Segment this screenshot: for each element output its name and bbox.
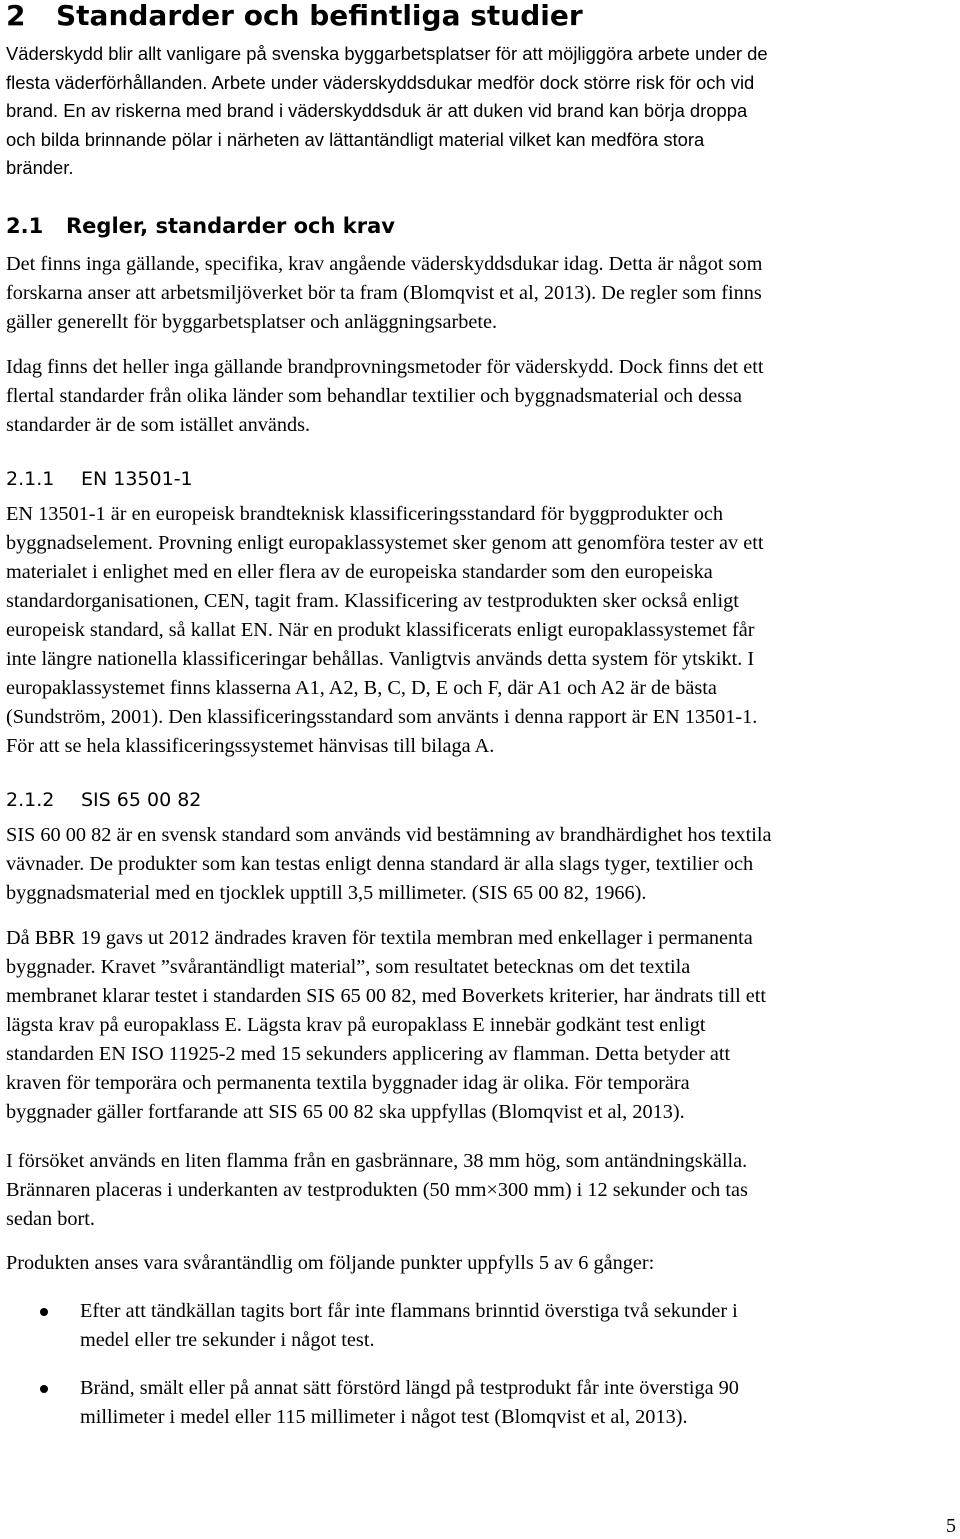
list-item (6, 1297, 956, 1357)
text-line: Produkten anses vara svårantändlig om följande punkter uppfylls 5 av 6 gånger: (6, 1252, 655, 1274)
text-line: Brännaren placeras i underkanten av testprodukten (50 mm×300 mm) i 12 sekunder och tas (6, 1179, 748, 1201)
heading-number: 2.1 (6, 214, 44, 238)
page-number: 5 (946, 1515, 956, 1537)
text-line: medel eller tre sekunder i något test. (80, 1329, 375, 1351)
paragraph (6, 1147, 956, 1234)
heading-number: 2 (6, 0, 26, 32)
text-line: sedan bort. (6, 1208, 95, 1230)
text-line: byggnader gäller fortfarande att SIS 65 00 82 ska uppfyllas (Blomqvist et al, 2013). (6, 1101, 685, 1123)
list-item (6, 1374, 956, 1434)
text-line: standardorganisationen, CEN, tagit fram. Klassificering av testprodukten sker också enligt (6, 590, 739, 612)
text-line: Väderskydd blir allt vanligare på svenska byggarbetsplatser för att möjliggöra arbete under de (6, 43, 768, 64)
text-line: flesta väderförhållanden. Arbete under väderskyddsdukar medför dock större risk för och vid (6, 71, 755, 93)
paragraph (6, 1249, 956, 1278)
text-line: I försöket används en liten flamma från en gasbrännare, 38 mm hög, som antändningskälla. (6, 1150, 748, 1172)
heading-title: Standarder och befintliga studier (56, 0, 583, 32)
text-line: standarder är de som istället används. (6, 414, 311, 436)
text-line: kraven för temporära och permanenta textila byggnader idag är olika. För temporära (6, 1072, 690, 1094)
text-line: byggnadselement. Provning enligt europaklassystemet sker genom att genomföra tester av ett (6, 532, 764, 554)
heading-section-2-1 (6, 213, 956, 239)
paragraph (6, 924, 956, 1127)
heading-section-2-1-1 (6, 467, 956, 491)
heading-number: 2.1.2 (6, 789, 55, 811)
heading-title: Regler, standarder och krav (66, 214, 395, 238)
text-line: Idag finns det heller inga gällande brandprovningsmetoder för väderskydd. Dock finns det ett (6, 356, 764, 378)
heading-number: 2.1.1 (6, 468, 55, 490)
text-line: För att se hela klassificeringssystemet hänvisas till bilaga A. (6, 735, 495, 757)
text-line: standarden EN ISO 11925-2 med 15 sekunders applicering av flamman. Detta betyder att (6, 1043, 731, 1065)
text-line: materialet i enlighet med en eller flera av de europeiska standarder som den europeiska (6, 561, 713, 583)
text-line: europaklassystemet finns klasserna A1, A2, B, C, D, E och F, där A1 och A2 är de bästa (6, 677, 717, 699)
text-line: flertal standarder från olika länder som behandlar textilier och byggnadsmaterial och dessa (6, 385, 743, 407)
heading-section-2-1-2 (6, 788, 956, 812)
heading-section-2 (6, 0, 956, 32)
paragraph (6, 250, 956, 337)
text-line: forskarna anser att arbetsmiljöverket bör ta fram (Blomqvist et al, 2013). De regler som finns (6, 282, 762, 304)
text-line: SIS 60 00 82 är en svensk standard som används vid bestämning av brandhärdighet hos textila (6, 824, 772, 846)
text-line: byggnadsmaterial med en tjocklek upptill 3,5 millimeter. (SIS 65 00 82, 1966). (6, 882, 647, 904)
text-line: Efter att tändkällan tagits bort får inte flammans brinntid överstiga två sekunder i (80, 1300, 738, 1322)
text-line: (Sundström, 2001). Den klassificeringsstandard som använts i denna rapport är EN 13501-1. (6, 706, 758, 728)
bullet-icon (40, 1308, 48, 1316)
text-line: vävnader. De produkter som kan testas enligt denna standard är alla slags tyger, textilier och (6, 853, 754, 875)
text-line: och bilda brinnande pölar i närheten av lättantändligt material vilket kan medföra stora (6, 128, 705, 150)
text-line: Det finns inga gällande, specifika, krav angående väderskyddsdukar idag. Detta är något som (6, 253, 763, 275)
bullet-icon (40, 1385, 48, 1393)
heading-title: SIS 65 00 82 (81, 789, 202, 811)
bullet-list (6, 1297, 956, 1437)
text-line: lägsta krav på europaklass E. Lägsta krav på europaklass E innebär godkänt test enligt (6, 1014, 706, 1036)
text-line: europeisk standard, så kallat EN. När en produkt klassificerats enligt europaklassystemet får (6, 619, 755, 641)
text-line: brand. En av riskerna med brand i väderskyddsduk är att duken vid brand kan börja droppa (6, 100, 748, 121)
text-line: millimeter i medel eller 115 millimeter i något test (Blomqvist et al, 2013). (80, 1406, 688, 1428)
paragraph (6, 353, 956, 440)
text-line: membranet klarar testet i standarden SIS 65 00 82, med Boverkets kriterier, har ändrats till ett (6, 985, 767, 1007)
paragraph (6, 821, 956, 908)
paragraph (6, 500, 956, 761)
text-line: byggnader. Kravet ”svårantändligt material”, som resultatet betecknas om det textila (6, 956, 691, 978)
text-line: gäller generellt för byggarbetsplatser och anläggningsarbete. (6, 311, 498, 333)
text-line: Bränd, smält eller på annat sätt förstörd längd på testprodukt får inte överstiga 90 (80, 1377, 739, 1399)
text-line: EN 13501-1 är en europeisk brandteknisk klassificeringsstandard för byggprodukter och (6, 503, 723, 525)
text-line: bränder. (6, 157, 74, 178)
heading-title: EN 13501-1 (81, 468, 193, 490)
text-line: Då BBR 19 gavs ut 2012 ändrades kraven för textila membran med enkellager i permanenta (6, 927, 753, 949)
text-line: inte längre nationella klassificeringar behållas. Vanligtvis används detta system för ytskikt. I (6, 648, 755, 670)
intro-paragraph (6, 40, 956, 183)
